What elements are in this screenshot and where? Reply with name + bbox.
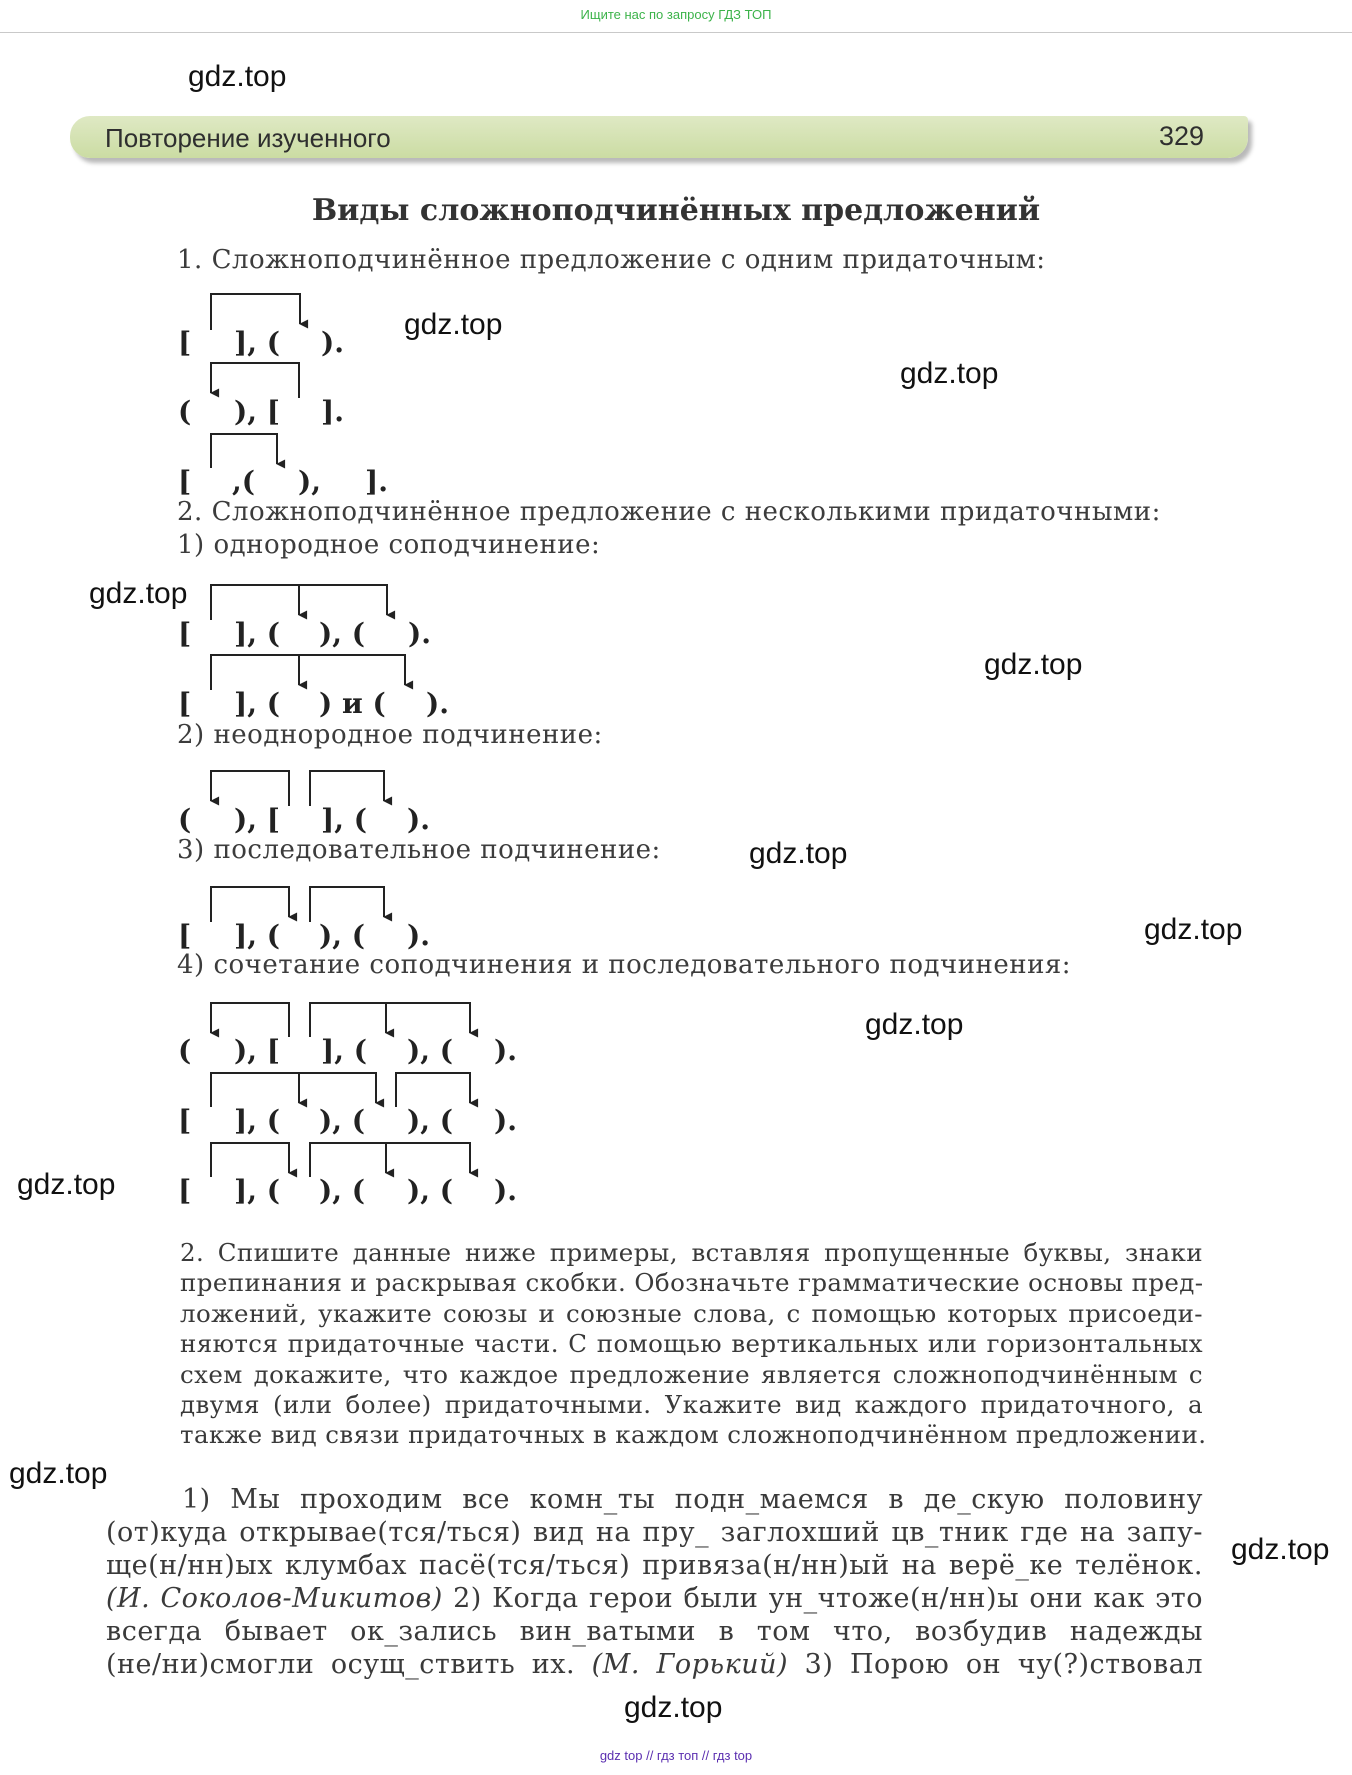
scheme-10-part-4: ). [494, 1174, 517, 1207]
author-gorky: (М. Горький) [591, 1649, 789, 1680]
scheme-8-part-3: ), ( [407, 1034, 453, 1067]
scheme-7-arrow-1 [211, 887, 289, 922]
examples-text [106, 1483, 1203, 1681]
scheme-6-part-1: ), [ [234, 803, 280, 836]
scheme-9-part-3: ), ( [407, 1104, 453, 1137]
example-line [106, 1648, 1203, 1681]
scheme-9-part-2: ), ( [319, 1104, 365, 1137]
scheme-2-part-2: ]. [321, 395, 344, 428]
scheme-9-arrow-2 [396, 1073, 470, 1107]
scheme-10-arrow-1 [211, 1143, 289, 1177]
scheme-1-part-1: ], ( [234, 326, 280, 359]
example-text: (не/ни)смогли осущ_ствить их. [106, 1649, 592, 1680]
top-banner[interactable]: Ищите нас по запросу ГДЗ ТОП [0, 0, 1352, 33]
scheme-2-part-0: ( [178, 395, 192, 428]
scheme-10-part-0: [ [178, 1174, 192, 1207]
item-1-heading: 1. Сложноподчинённое предложение с одним придаточным: [177, 245, 1046, 275]
exercise-line: двумя (или более) придаточными. Укажите вид каждого придаточного, а [180, 1390, 1203, 1420]
scheme-8-arrow-right [310, 1003, 470, 1037]
exercise-line: ложений, укажите союзы и союзные слова, с помощью которых присоеди- [180, 1298, 1203, 1328]
scheme-1-part-2: ). [321, 326, 344, 359]
example-text: 2) Когда герои были ун_чтоже(н/нн)ы они как это [442, 1583, 1203, 1614]
scheme-10-part-3: ), ( [407, 1174, 453, 1207]
scheme-7-part-1: ], ( [234, 919, 280, 952]
example-line: (от)куда открывае(тся/ться) вид на пру_ заглохший цв_тник где на запу- [106, 1517, 1203, 1548]
scheme-8-part-2: ], ( [321, 1034, 367, 1067]
scheme-2-arrow [211, 363, 299, 398]
scheme-4-part-3: ). [408, 617, 431, 650]
watermark: gdz.top [1231, 1533, 1330, 1566]
scheme-10-part-2: ), ( [319, 1174, 365, 1207]
scheme-6-arrow-right [310, 771, 384, 806]
scheme-10-arrow-2 [310, 1143, 470, 1177]
example-line: ще(н/нн)ых клумбах пасё(тся/ться) привяза(н/нн)ый на верё_ке телёнок. [106, 1550, 1203, 1581]
exercise-line: препинания и раскрывая скобки. Обозначьте грамматические основы пред- [180, 1268, 1204, 1298]
scheme-9-part-4: ). [494, 1104, 517, 1137]
scheme-4-part-1: ], ( [234, 617, 280, 650]
example-line: всегда бывает ок_зались вин_ватыми в том что, возбудив надежды [106, 1616, 1203, 1647]
exercise-line: также вид связи придаточных в каждом сложноподчинённом предложении. [180, 1420, 1207, 1450]
scheme-8-part-4: ). [494, 1034, 517, 1067]
watermark: gdz.top [624, 1691, 723, 1724]
watermark: gdz.top [749, 837, 848, 870]
scheme-6-part-0: ( [178, 803, 192, 836]
scheme-4-part-0: [ [178, 617, 192, 650]
exercise-line: схем докажите, что каждое предложение является сложноподчинённым с [180, 1359, 1203, 1389]
scheme-1-part-0: [ [178, 326, 192, 359]
watermark: gdz.top [17, 1168, 116, 1201]
exercise-line: няются придаточные части. С помощью вертикальных или горизонтальных [180, 1329, 1203, 1359]
page-title: Виды сложноподчинённых предложений [311, 193, 1041, 228]
sub-2-heading: 2) неоднородное подчинение: [177, 720, 603, 750]
scheme-3-part-3: ]. [365, 465, 388, 498]
scheme-8-part-1: ), [ [234, 1034, 280, 1067]
exercise-line: 2. Спишите данные ниже примеры, вставляя пропущенные буквы, знаки [180, 1238, 1203, 1267]
scheme-10-part-1: ], ( [234, 1174, 280, 1207]
scheme-5-part-1: ], ( [234, 687, 280, 720]
scheme-7-part-3: ). [407, 919, 430, 952]
sub-1-heading: 1) однородное соподчинение: [177, 530, 601, 560]
scheme-5-part-3: ). [426, 687, 449, 720]
author-sokolov: (И. Соколов-Микитов) [106, 1583, 443, 1614]
scheme-5-part-0: [ [178, 687, 192, 720]
scheme-4-part-2: ), ( [319, 617, 365, 650]
scheme-3-arrow [211, 434, 277, 468]
example-line: 1) Мы проходим все комн_ты подн_маемся в де_скую половину [182, 1484, 1203, 1515]
scheme-3-part-1: ,( [232, 465, 255, 498]
scheme-9-part-0: [ [178, 1104, 192, 1137]
scheme-7-part-2: ), ( [319, 919, 365, 952]
watermark: gdz.top [865, 1008, 964, 1041]
scheme-6-part-3: ). [407, 803, 430, 836]
scheme-8-part-0: ( [178, 1034, 192, 1067]
scheme-3-part-0: [ [178, 465, 192, 498]
watermark: gdz.top [9, 1457, 108, 1490]
watermark: gdz.top [900, 357, 999, 390]
section-title: Повторение изученного [105, 123, 391, 153]
watermark: gdz.top [404, 308, 503, 341]
scheme-2-part-1: ), [ [234, 395, 280, 428]
watermark: gdz.top [984, 648, 1083, 681]
scheme-1-arrow [211, 294, 300, 330]
scheme-6-part-2: ], ( [321, 803, 367, 836]
watermark: gdz.top [89, 577, 188, 610]
scheme-3-part-2: ), [298, 465, 321, 498]
watermark: gdz.top [188, 60, 287, 93]
exercise-instructions [180, 1238, 1207, 1451]
example-text: 3) Порою он чу(?)ствовал [788, 1649, 1203, 1680]
sub-4-heading: 4) сочетание соподчинения и последовательного подчинения: [177, 950, 1072, 980]
page-number: 329 [1158, 121, 1204, 151]
scheme-9-arrow-1 [211, 1073, 376, 1107]
example-line [106, 1582, 1203, 1615]
scheme-7-arrow-2 [310, 887, 384, 922]
bottom-links[interactable]: gdz top // гдз топ // гдз top [599, 1748, 753, 1763]
scheme-6-arrow-left [211, 771, 289, 806]
scheme-7-part-0: [ [178, 919, 192, 952]
item-2-heading: 2. Сложноподчинённое предложение с несколькими придаточными: [177, 497, 1161, 527]
scheme-9-part-1: ], ( [234, 1104, 280, 1137]
scheme-5-arrow [211, 655, 405, 690]
sub-3-heading: 3) последовательное подчинение: [177, 835, 661, 865]
watermark: gdz.top [1144, 913, 1243, 946]
scheme-8-arrow-left [211, 1003, 289, 1037]
scheme-5-part-2: ) и ( [319, 687, 386, 720]
